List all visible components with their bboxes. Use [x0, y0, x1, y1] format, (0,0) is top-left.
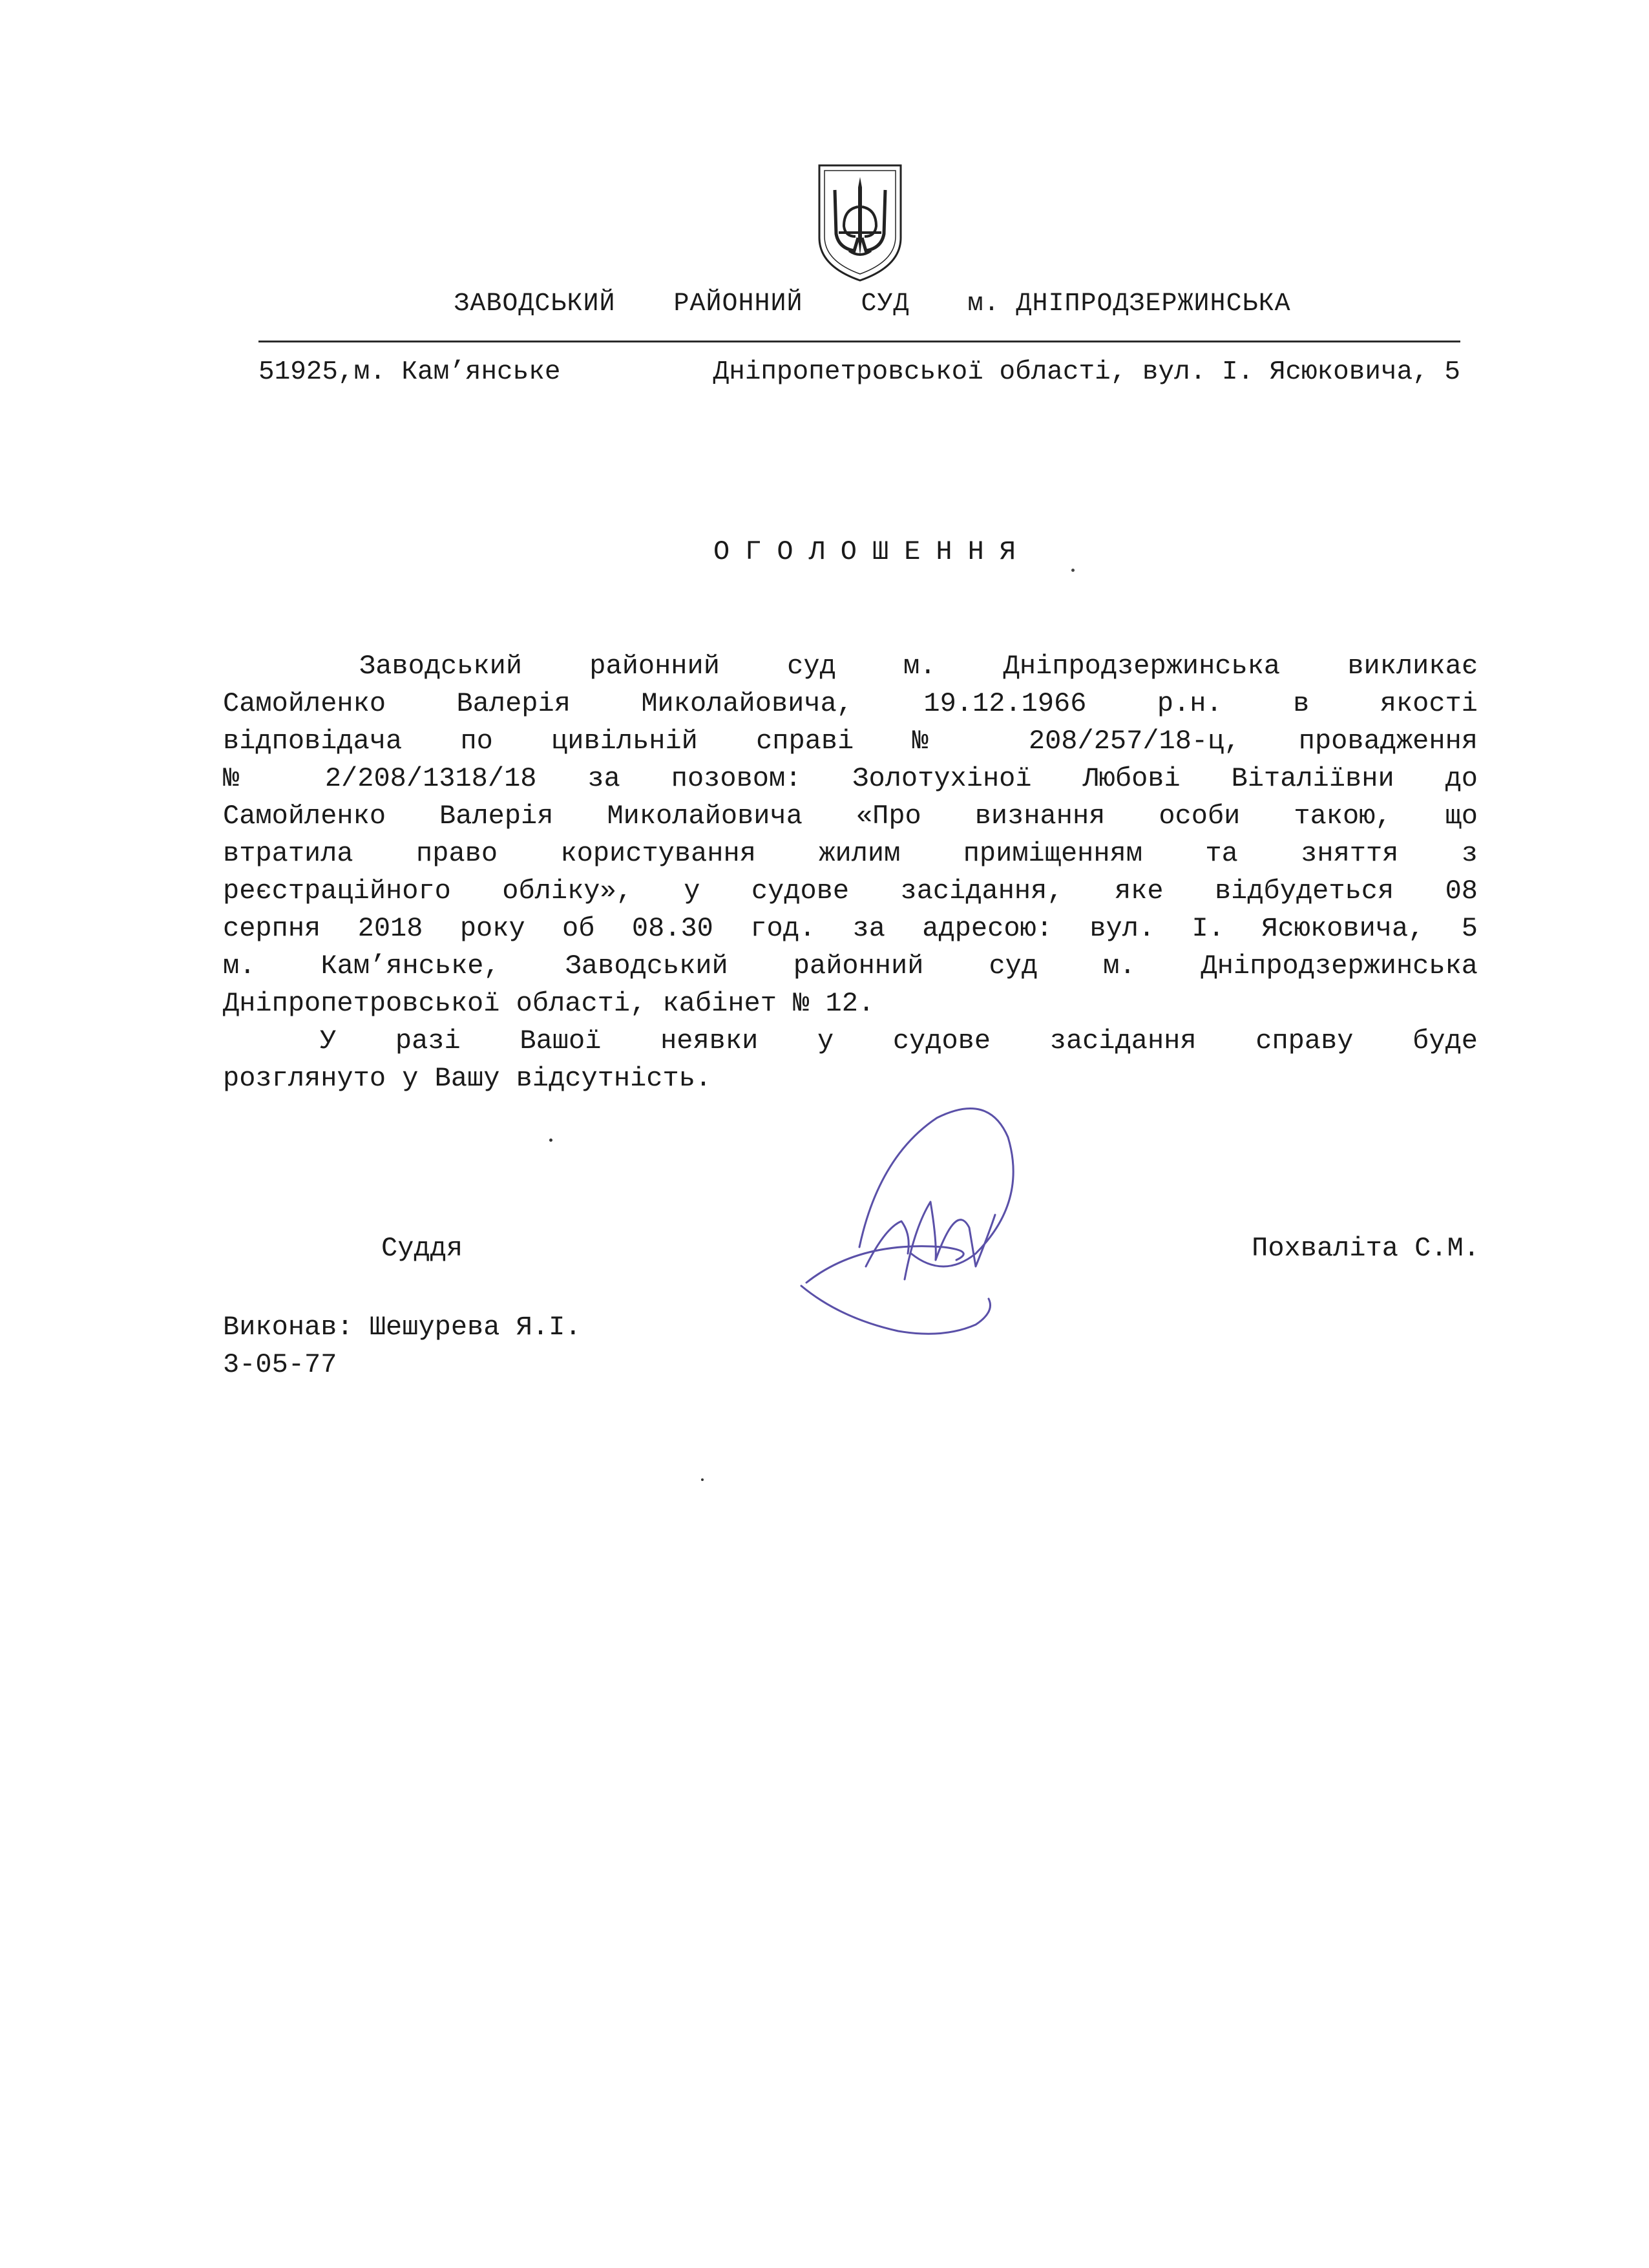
judge-role: Суддя [381, 1233, 463, 1264]
header-divider [258, 341, 1460, 342]
executor-name: Виконав: Шешурева Я.І. [223, 1312, 582, 1343]
notice-line: серпня 2018 року об 08.30 год. за адресою: вул. І. Ясюковича, 5 [223, 913, 1478, 944]
address-city: 51925,м. Кам’янське [258, 357, 561, 387]
judge-name: Похваліта С.М. [1252, 1233, 1480, 1264]
signature-icon [782, 1086, 1034, 1344]
signature-block [381, 1233, 1480, 1264]
notice-line: Самойленко Валерія Миколайовича «Про визнання особи такою, що [223, 801, 1478, 832]
notice-line: реєстраційного обліку», у судове засідання, яке відбудеться 08 [223, 876, 1478, 907]
notice-line: Самойленко Валерія Миколайовича, 19.12.1966 р.н. в якості [223, 688, 1478, 719]
notice-line: м. Кам’янське, Заводський районний суд м. Дніпродзержинська [223, 950, 1478, 982]
court-name-part: ЗАВОДСЬКИЙ [454, 289, 616, 319]
notice-line: втратила право користування жилим приміщенням та зняття з [223, 838, 1478, 869]
notice-line: розглянуто у Вашу відсутність. [223, 1063, 712, 1094]
executor-block [223, 1308, 582, 1383]
coat-of-arms-icon [815, 162, 905, 284]
notice-title: ОГОЛОШЕННЯ [713, 536, 1032, 567]
executor-phone: 3-05-77 [223, 1349, 337, 1380]
court-name [258, 289, 1486, 319]
court-name-part: СУД [861, 289, 910, 319]
stray-mark [1071, 569, 1075, 572]
notice-line: відповідача по цивільній справі № 208/257/18-ц, провадження [223, 726, 1478, 757]
notice-line: Дніпропетровської області, кабінет № 12. [223, 988, 875, 1019]
notice-line: Заводський районний суд м. Дніпродзержинська викликає [359, 651, 1478, 682]
address-street: Дніпропетровської області, вул. І. Ясюковича, 5 [713, 357, 1460, 387]
notice-line: У разі Вашої неявки у судове засідання справу буде [320, 1025, 1478, 1056]
court-name-part: м. ДНІПРОДЗЕРЖИНСЬКА [967, 289, 1291, 319]
court-address [258, 357, 1460, 387]
notice-line: № 2/208/1318/18 за позовом: Золотухіної Любові Віталіївни до [223, 763, 1478, 794]
stray-mark [701, 1478, 704, 1481]
court-name-part: РАЙОННИЙ [673, 289, 803, 319]
stray-mark [549, 1139, 552, 1142]
